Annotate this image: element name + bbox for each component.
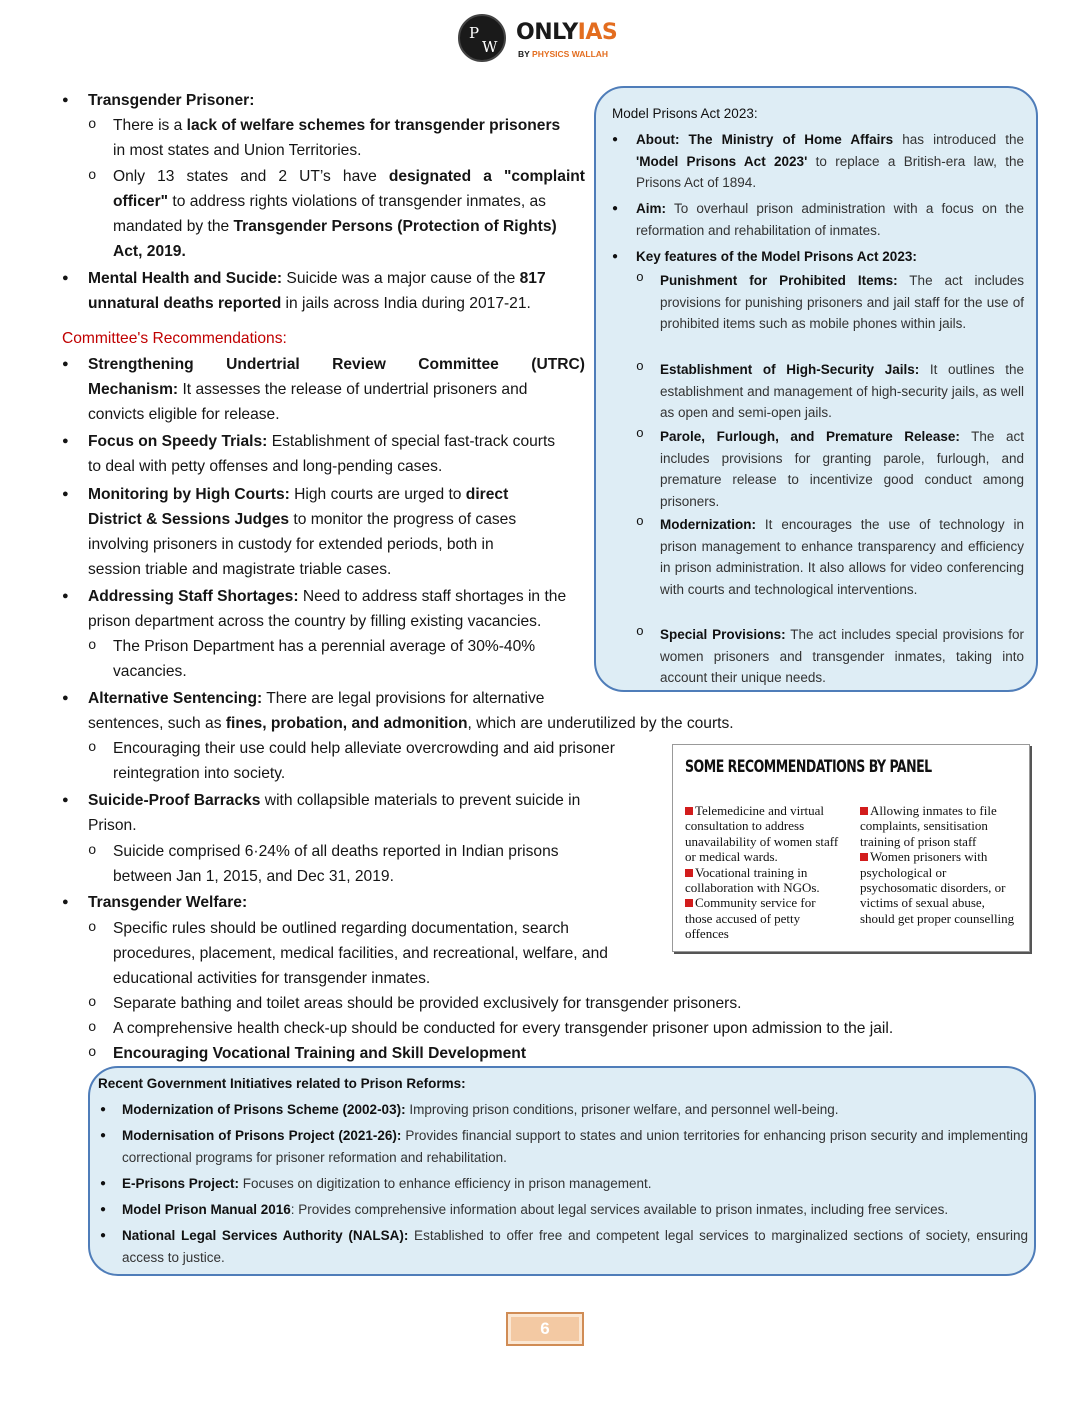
- bullet-icon: ●: [100, 1204, 107, 1215]
- sub-bullet-icon: o: [636, 624, 644, 639]
- list-item: Suicide-Proof Barracks with collapsible materials to prevent suicide in: [88, 792, 581, 809]
- list-item: Aim: To overhaul prison administration with a focus on the reformation and rehabilitation of inmates.: [636, 201, 1024, 238]
- text-line: mandated by the Transgender Persons (Protection of Rights): [113, 218, 557, 235]
- sub-bullet-icon: o: [88, 638, 97, 654]
- sub-bullet-icon: o: [88, 995, 97, 1011]
- logo-letter: W: [482, 38, 498, 56]
- red-square-icon: [685, 899, 693, 907]
- sub-bullet-icon: o: [88, 1020, 97, 1036]
- list-item: Alternative Sentencing: There are legal provisions for alternative: [88, 690, 545, 707]
- bullet-icon: ●: [62, 94, 69, 106]
- list-item: Specific rules should be outlined regarding documentation, search: [113, 920, 569, 937]
- text-line: procedures, placement, medical facilities, and recreational, welfare, and: [113, 945, 608, 962]
- text-line: in most states and Union Territories.: [113, 142, 362, 159]
- list-item: Only 13 states and 2 UT’s have designated a "complaint: [113, 168, 585, 185]
- text-line: officer" to address rights violations of transgender inmates, as: [113, 193, 546, 210]
- panel-item: Telemedicine and virtual consultation to address unavailability of women staff or medical wards.: [685, 803, 839, 865]
- list-item: Modernisation of Prisons Project (2021-26): Provides financial support to states and union territories for enhancing prison security and implementing correctional programs for prisoner reformation and rehabilitation.: [122, 1128, 1028, 1165]
- list-item: Establishment of High-Security Jails: It outlines the establishment and management of high-security jails, as well as open and semi-open jails.: [660, 362, 1024, 420]
- list-item: About: The Ministry of Home Affairs has introduced the 'Model Prisons Act 2023' to replace a British-era law, the Prisons Act of 1894.: [636, 132, 1024, 190]
- list-item: Encouraging their use could help alleviate overcrowding and aid prisoner: [113, 740, 615, 757]
- sub-bullet-icon: o: [88, 920, 97, 936]
- bullet-icon: ●: [612, 251, 619, 262]
- text-line: unnatural deaths reported in jails across India during 2017-21.: [88, 295, 531, 312]
- box-title: Recent Government Initiatives related to Prison Reforms:: [98, 1076, 466, 1091]
- list-item: Transgender Prisoner:: [88, 92, 255, 109]
- bullet-icon: ●: [100, 1130, 107, 1141]
- list-item: Mental Health and Sucide: Suicide was a major cause of the 817: [88, 270, 546, 287]
- section-heading: Committee's Recommendations:: [62, 330, 287, 347]
- bullet-icon: ●: [62, 435, 69, 447]
- list-item: Punishment for Prohibited Items: The act includes provisions for punishing prisoners and jail staff for the use of prohibited items such as mobile phones within jails.: [660, 273, 1025, 331]
- sub-bullet-icon: o: [88, 843, 97, 859]
- red-square-icon: [860, 853, 868, 861]
- panel-column-right: [860, 803, 1020, 926]
- brand-byline: BY PHYSICS WALLAH: [518, 49, 609, 59]
- bullet-icon: ●: [100, 1104, 107, 1115]
- list-item: Parole, Furlough, and Premature Release: The act includes provisions for granting parole, furlough, and premature release to incentivize good conduct among prisoners.: [660, 429, 1025, 509]
- list-item: Modernization of Prisons Scheme (2002-03): Improving prison conditions, prisoner welfare, and personnel well-being.: [122, 1102, 839, 1117]
- bullet-icon: ●: [62, 590, 69, 602]
- bullet-icon: ●: [612, 203, 619, 214]
- text-line: convicts eligible for release.: [88, 406, 280, 423]
- panel-column-left: [685, 803, 845, 942]
- sub-bullet-icon: o: [636, 270, 644, 285]
- logo-letter: P: [469, 24, 480, 42]
- list-item: Addressing Staff Shortages: Need to address staff shortages in the: [88, 588, 567, 605]
- text-line: vacancies.: [113, 663, 187, 680]
- text-line: session triable and magistrate triable cases.: [88, 561, 392, 578]
- text-line: prison department across the country by filling existing vacancies.: [88, 613, 542, 630]
- list-item: Special Provisions: The act includes special provisions for women prisoners and transgender inmates, taking into account their unique needs.: [660, 627, 1024, 685]
- bullet-icon: ●: [62, 896, 69, 908]
- text-line: Act, 2019.: [113, 243, 186, 260]
- list-item: Encouraging Vocational Training and Skill Development: [113, 1045, 527, 1062]
- bullet-icon: ●: [612, 134, 619, 145]
- list-item: There is a lack of welfare schemes for transgender prisoners: [113, 117, 561, 134]
- government-initiatives-box: [88, 1066, 1036, 1276]
- text-line: to deal with petty offenses and long-pending cases.: [88, 458, 443, 475]
- sub-bullet-icon: o: [636, 514, 644, 529]
- list-item: Monitoring by High Courts: High courts are urged to direct: [88, 486, 509, 503]
- list-item: National Legal Services Authority (NALSA): Established to offer free and competent legal services to marginalized sections of society, ensuring access to justice.: [122, 1228, 1028, 1265]
- sub-bullet-icon: o: [88, 1045, 97, 1061]
- list-item: Suicide comprised 6·24% of all deaths reported in Indian prisons: [113, 843, 559, 860]
- text-line: Mechanism: It assesses the release of undertrial prisoners and: [88, 381, 528, 398]
- pw-logo-emblem: [458, 14, 506, 62]
- panel-item: Vocational training in collaboration with NGOs.: [685, 864, 820, 896]
- list-item: A comprehensive health check-up should be conducted for every transgender prisoner upon admission to the jail.: [113, 1020, 894, 1037]
- panel-item: Community service for those accused of petty offences: [685, 895, 816, 942]
- bullet-icon: ●: [62, 488, 69, 500]
- sub-bullet-icon: o: [636, 359, 644, 374]
- brand-name: ONLYIAS: [516, 20, 618, 45]
- panel-item: Allowing inmates to file complaints, sensitisation training of prison staff: [860, 803, 997, 849]
- list-item: Model Prison Manual 2016: Provides comprehensive information about legal services available to prison inmates, including free services.: [122, 1202, 949, 1217]
- bullet-icon: ●: [62, 358, 69, 370]
- text-line: Prison.: [88, 817, 137, 834]
- sub-bullet-icon: o: [636, 426, 644, 441]
- recommendations-panel-image: [672, 744, 1030, 952]
- list-item: E-Prisons Project: Focuses on digitization to enhance efficiency in prison management.: [122, 1176, 652, 1191]
- bullet-icon: ●: [62, 794, 69, 806]
- page-number: 6: [506, 1312, 584, 1346]
- bullet-icon: ●: [100, 1178, 107, 1189]
- list-item: Key features of the Model Prisons Act 2023:: [636, 249, 917, 264]
- red-square-icon: [685, 869, 693, 877]
- text-line: District & Sessions Judges to monitor the progress of cases: [88, 511, 517, 528]
- brand-logo: [458, 14, 638, 64]
- text-line: reintegration into society.: [113, 765, 286, 782]
- list-item: The Prison Department has a perennial average of 30%-40%: [113, 638, 536, 655]
- panel-title: SOME RECOMMENDATIONS BY PANEL: [685, 757, 932, 777]
- model-prisons-act-box: [594, 86, 1038, 692]
- sub-bullet-icon: o: [88, 740, 97, 756]
- text-line: involving prisoners in custody for extended periods, both in: [88, 536, 494, 553]
- bullet-icon: ●: [62, 692, 69, 704]
- text-line: sentences, such as fines, probation, and admonition, which are underutilized by the courts.: [88, 715, 734, 732]
- sub-bullet-icon: o: [88, 117, 97, 133]
- bullet-icon: ●: [100, 1230, 107, 1241]
- box-title: Model Prisons Act 2023:: [612, 106, 758, 121]
- list-item: Strengthening Undertrial Review Committee (UTRC): [88, 356, 585, 373]
- list-item: Focus on Speedy Trials: Establishment of special fast-track courts: [88, 433, 556, 450]
- text-line: between Jan 1, 2015, and Dec 31, 2019.: [113, 868, 394, 885]
- red-square-icon: [685, 807, 693, 815]
- bullet-icon: ●: [62, 272, 69, 284]
- list-item: Separate bathing and toilet areas should be provided exclusively for transgender prisoners.: [113, 995, 742, 1012]
- list-item: Modernization: It encourages the use of technology in prison management to enhance transparency and efficiency in prison administration. It also allows for video conferencing with courts and technological interventions.: [660, 517, 1024, 597]
- text-line: educational activities for transgender inmates.: [113, 970, 431, 987]
- panel-item: Women prisoners with psychological or psychosomatic disorders, or victims of sexual abuse, should get proper counselling: [860, 849, 1015, 926]
- red-square-icon: [860, 807, 868, 815]
- sub-bullet-icon: o: [88, 168, 97, 184]
- list-item: Transgender Welfare:: [88, 894, 248, 911]
